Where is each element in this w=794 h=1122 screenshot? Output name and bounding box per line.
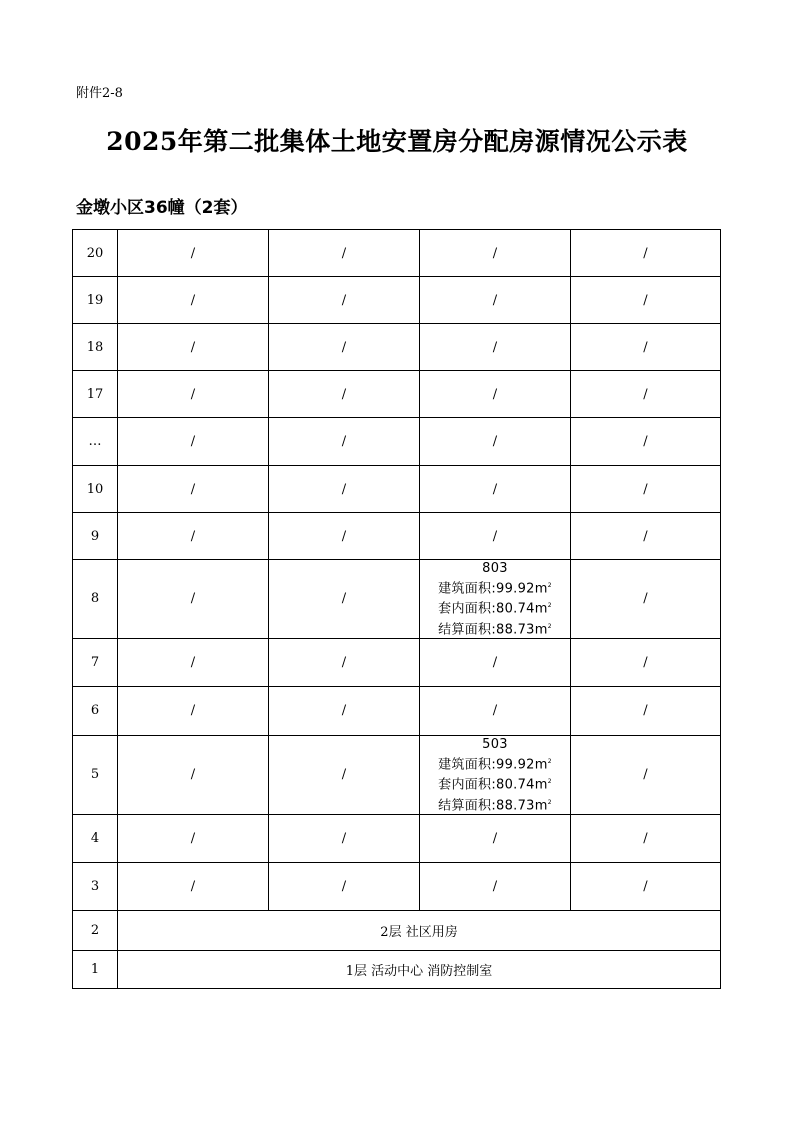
- unit-cell: [420, 735, 571, 814]
- empty-unit-cell: /: [420, 638, 571, 686]
- building-subtitle: 金墩小区36幢（2套）: [76, 198, 248, 218]
- floor-number: 1: [73, 950, 118, 988]
- empty-unit-cell: /: [118, 324, 269, 371]
- empty-unit-cell: /: [118, 560, 269, 639]
- empty-unit-cell: /: [571, 230, 721, 277]
- empty-unit-cell: /: [571, 466, 721, 513]
- empty-unit-cell: /: [420, 324, 571, 371]
- floor-number: 20: [73, 230, 118, 277]
- build-area-text: 建筑面积:99.92m: [438, 581, 548, 597]
- empty-unit-cell: /: [269, 324, 420, 371]
- empty-unit-cell: /: [269, 230, 420, 277]
- empty-unit-cell: /: [269, 686, 420, 735]
- floor-number: 18: [73, 324, 118, 371]
- table-row: [73, 862, 721, 910]
- floor-number: 4: [73, 814, 118, 862]
- empty-unit-cell: /: [571, 418, 721, 466]
- empty-unit-cell: /: [269, 418, 420, 466]
- floor-number: 6: [73, 686, 118, 735]
- empty-unit-cell: /: [420, 277, 571, 324]
- floor-number: 3: [73, 862, 118, 910]
- empty-unit-cell: /: [269, 814, 420, 862]
- floor-usage: 2层 社区用房: [118, 910, 721, 950]
- empty-unit-cell: /: [269, 466, 420, 513]
- table-row: [73, 277, 721, 324]
- floor-number: 8: [73, 560, 118, 639]
- empty-unit-cell: /: [118, 277, 269, 324]
- table-row: [73, 230, 721, 277]
- empty-unit-cell: /: [420, 466, 571, 513]
- empty-unit-cell: /: [571, 277, 721, 324]
- empty-unit-cell: /: [118, 862, 269, 910]
- floor-number: 5: [73, 735, 118, 814]
- settle-area-text: 结算面积:88.73m: [438, 797, 548, 813]
- empty-unit-cell: /: [118, 371, 269, 418]
- inner-area-line: [420, 597, 570, 617]
- empty-unit-cell: /: [571, 324, 721, 371]
- empty-unit-cell: /: [571, 686, 721, 735]
- floor-number: 19: [73, 277, 118, 324]
- page-title: 2025年第二批集体土地安置房分配房源情况公示表: [106, 127, 688, 156]
- empty-unit-cell: /: [571, 638, 721, 686]
- table-row: [73, 814, 721, 862]
- floor-usage: 1层 活动中心 消防控制室: [118, 950, 721, 988]
- empty-unit-cell: /: [571, 371, 721, 418]
- empty-unit-cell: /: [571, 735, 721, 814]
- floor-number: 10: [73, 466, 118, 513]
- empty-unit-cell: /: [118, 466, 269, 513]
- unit-cell: [420, 560, 571, 639]
- empty-unit-cell: /: [571, 862, 721, 910]
- table-row: [73, 686, 721, 735]
- empty-unit-cell: /: [118, 735, 269, 814]
- square-superscript: 2: [547, 602, 552, 610]
- unit-number: 803: [482, 561, 508, 576]
- empty-unit-cell: /: [269, 560, 420, 639]
- table-row: [73, 735, 721, 814]
- empty-unit-cell: /: [269, 513, 420, 560]
- empty-unit-cell: /: [269, 638, 420, 686]
- empty-unit-cell: /: [420, 371, 571, 418]
- empty-unit-cell: /: [118, 418, 269, 466]
- empty-unit-cell: /: [420, 230, 571, 277]
- empty-unit-cell: /: [420, 418, 571, 466]
- empty-unit-cell: /: [269, 371, 420, 418]
- table-row: [73, 638, 721, 686]
- empty-unit-cell: /: [118, 513, 269, 560]
- floor-number: …: [73, 418, 118, 466]
- floor-number: 7: [73, 638, 118, 686]
- square-superscript: 2: [547, 798, 552, 806]
- empty-unit-cell: /: [269, 735, 420, 814]
- table-row: [73, 324, 721, 371]
- housing-table: [72, 229, 721, 989]
- table-row: [73, 560, 721, 639]
- inner-area-text: 套内面积:80.74m: [438, 601, 548, 617]
- build-area-text: 建筑面积:99.92m: [438, 757, 548, 773]
- table-row: [73, 513, 721, 560]
- empty-unit-cell: /: [269, 862, 420, 910]
- square-superscript: 2: [547, 778, 552, 786]
- empty-unit-cell: /: [118, 814, 269, 862]
- inner-area-line: [420, 773, 570, 793]
- empty-unit-cell: /: [420, 862, 571, 910]
- settle-area-line: [420, 618, 570, 638]
- table-row: [73, 418, 721, 466]
- empty-unit-cell: /: [420, 513, 571, 560]
- square-superscript: 2: [547, 622, 552, 630]
- floor-number: 9: [73, 513, 118, 560]
- build-area-line: [420, 753, 570, 773]
- square-superscript: 2: [547, 757, 552, 765]
- empty-unit-cell: /: [571, 560, 721, 639]
- empty-unit-cell: /: [420, 686, 571, 735]
- settle-area-text: 结算面积:88.73m: [438, 621, 548, 637]
- empty-unit-cell: /: [118, 638, 269, 686]
- table-row: [73, 950, 721, 988]
- build-area-line: [420, 577, 570, 597]
- unit-number: 503: [482, 736, 508, 752]
- empty-unit-cell: /: [571, 513, 721, 560]
- table-row: [73, 910, 721, 950]
- empty-unit-cell: /: [269, 277, 420, 324]
- empty-unit-cell: /: [118, 686, 269, 735]
- attachment-label: 附件2-8: [76, 86, 123, 101]
- empty-unit-cell: /: [420, 814, 571, 862]
- settle-area-line: [420, 794, 570, 814]
- square-superscript: 2: [547, 582, 552, 589]
- table-row: [73, 466, 721, 513]
- empty-unit-cell: /: [571, 814, 721, 862]
- floor-number: 17: [73, 371, 118, 418]
- table-row: [73, 371, 721, 418]
- inner-area-text: 套内面积:80.74m: [438, 777, 548, 793]
- floor-number: 2: [73, 910, 118, 950]
- empty-unit-cell: /: [118, 230, 269, 277]
